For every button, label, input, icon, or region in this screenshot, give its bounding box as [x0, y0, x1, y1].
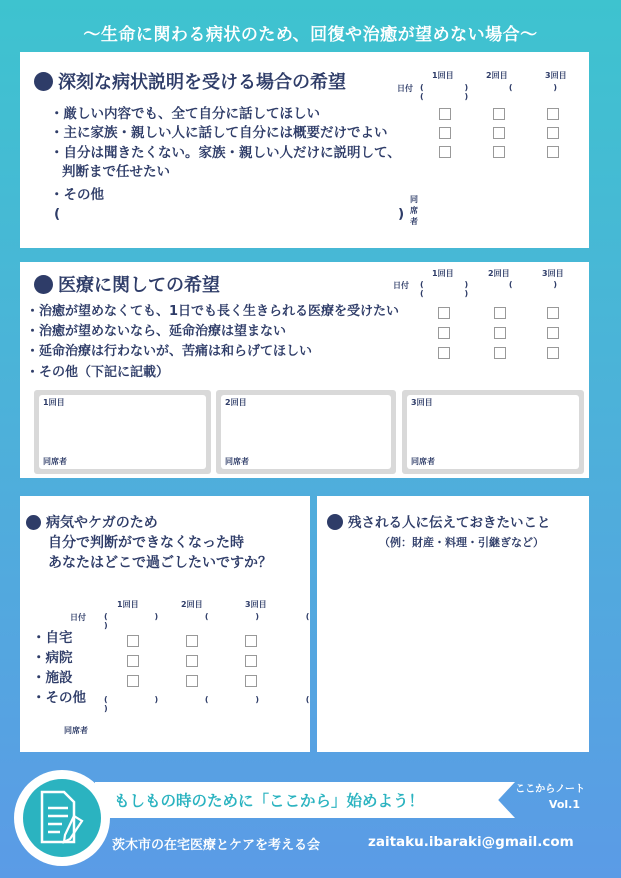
- paren: (: [54, 206, 61, 222]
- date-fields[interactable]: ( ) ( ) ( ): [420, 280, 557, 298]
- date-label: 日付: [393, 281, 409, 290]
- heading-text: 病気やケガのため: [46, 515, 158, 531]
- section-place-wishes: [20, 496, 310, 752]
- checkbox[interactable]: [127, 635, 139, 647]
- option-text: ・治癒が望めないなら、延命治療は望まない: [26, 324, 287, 339]
- section-message-to-others[interactable]: [317, 496, 589, 752]
- section-heading: [327, 511, 551, 531]
- checkbox[interactable]: [127, 675, 139, 687]
- checkbox[interactable]: [186, 675, 198, 687]
- organization-name: 茨木市の在宅医療とケアを考える会: [112, 838, 321, 853]
- heading-text: 深刻な病状説明を受ける場合の希望: [58, 72, 346, 93]
- round1-label: 1回目: [432, 71, 454, 80]
- checkbox[interactable]: [439, 127, 451, 139]
- paren: ): [398, 206, 405, 222]
- option-text: ・厳しい内容でも、全て自分に話してほしい: [50, 106, 320, 122]
- heading-text: 残される人に伝えておきたいこと: [348, 515, 551, 531]
- contact-email[interactable]: zaitaku.ibaraki@gmail.com: [368, 834, 574, 850]
- checkbox[interactable]: [493, 108, 505, 120]
- bullet-icon: [34, 275, 53, 294]
- heading-text: 自分で判断ができなくなった時: [48, 535, 244, 551]
- checkbox[interactable]: [494, 307, 506, 319]
- checkbox[interactable]: [438, 347, 450, 359]
- option-text: ・施設: [32, 670, 73, 686]
- option-text: ・治癒が望めなくても、1日でも長く生きられる医療を受けたい: [26, 304, 400, 319]
- option-text: 判断まで任せたい: [62, 164, 170, 180]
- attendee-label: 同席者: [225, 457, 249, 466]
- volume: Vol.1: [548, 798, 580, 811]
- checkbox[interactable]: [493, 127, 505, 139]
- section-medical-wishes: [20, 262, 589, 478]
- memo-label: 2回目: [225, 398, 247, 407]
- option-text: ・病院: [32, 650, 73, 666]
- option-text: ・自宅: [32, 630, 73, 646]
- attendee-label: 同席者: [43, 457, 67, 466]
- note-name: ここからノート: [515, 784, 585, 795]
- checkbox[interactable]: [547, 108, 559, 120]
- checkbox[interactable]: [245, 675, 257, 687]
- checkbox[interactable]: [438, 307, 450, 319]
- checkbox[interactable]: [186, 655, 198, 667]
- date-label: 日付: [397, 84, 413, 93]
- section-explanation-wishes: [20, 52, 589, 248]
- option-text: ・自分は聞きたくない。家族・親しい人だけに説明して、: [50, 145, 401, 161]
- round3-label: 3回目: [545, 71, 567, 80]
- checkbox[interactable]: [438, 327, 450, 339]
- option-text: ・その他: [50, 187, 104, 203]
- checkbox[interactable]: [494, 327, 506, 339]
- date-fields[interactable]: ( ) ( ) ( ): [104, 612, 310, 630]
- option-text: ・その他（下記に記載）: [26, 365, 170, 380]
- attendee-label: 同 席 者: [410, 195, 418, 226]
- round1-label: 1回目: [117, 600, 139, 609]
- section-heading: [26, 513, 272, 573]
- bullet-icon: [26, 515, 41, 530]
- attendee-label: 同席者: [64, 726, 88, 735]
- checkbox[interactable]: [127, 655, 139, 667]
- round2-label: 2回目: [486, 71, 508, 80]
- checkbox[interactable]: [186, 635, 198, 647]
- logo-circle: [14, 770, 110, 866]
- slogan-text: もしもの時のために「ここから」始めよう！: [114, 792, 425, 810]
- heading-text: 医療に関しての希望: [58, 275, 220, 296]
- heading-text: あなたはどこで過ごしたいですか？: [48, 555, 272, 571]
- round3-label: 3回目: [542, 269, 564, 278]
- checkbox[interactable]: [547, 146, 559, 158]
- option-text: ・延命治療は行わないが、苦痛は和らげてほしい: [26, 344, 313, 359]
- checkbox[interactable]: [547, 327, 559, 339]
- memo-label: 1回目: [43, 398, 65, 407]
- option-text: ・その他: [32, 690, 86, 706]
- date-fields[interactable]: ( ) ( ) ( ): [420, 83, 557, 101]
- note-title: [505, 782, 585, 812]
- option-text: ・主に家族・親しい人に話して自分には概要だけでよい: [50, 125, 388, 141]
- checkbox[interactable]: [494, 347, 506, 359]
- example-text: （例：財産・料理・引継ぎなど）: [379, 536, 544, 549]
- page-title: ～生命に関わる病状のため、回復や治癒が望めない場合～: [83, 25, 538, 45]
- section-heading: [34, 68, 346, 94]
- checkbox[interactable]: [245, 655, 257, 667]
- document-pen-icon: [38, 790, 88, 846]
- checkbox[interactable]: [493, 146, 505, 158]
- memo-box-1[interactable]: [34, 390, 211, 474]
- checkbox[interactable]: [439, 108, 451, 120]
- checkbox[interactable]: [439, 146, 451, 158]
- memo-box-3[interactable]: [402, 390, 584, 474]
- memo-box-2[interactable]: [216, 390, 396, 474]
- other-fields[interactable]: ( ) ( ) ( ): [104, 695, 310, 713]
- checkbox[interactable]: [547, 127, 559, 139]
- bullet-icon: [34, 72, 53, 91]
- round2-label: 2回目: [488, 269, 510, 278]
- checkbox[interactable]: [547, 347, 559, 359]
- round1-label: 1回目: [432, 269, 454, 278]
- date-label: 日付: [70, 613, 86, 622]
- checkbox[interactable]: [547, 307, 559, 319]
- bullet-icon: [327, 514, 343, 530]
- memo-label: 3回目: [411, 398, 433, 407]
- section-heading: [34, 271, 220, 297]
- checkbox[interactable]: [245, 635, 257, 647]
- round2-label: 2回目: [181, 600, 203, 609]
- attendee-label: 同席者: [411, 457, 435, 466]
- round3-label: 3回目: [245, 600, 267, 609]
